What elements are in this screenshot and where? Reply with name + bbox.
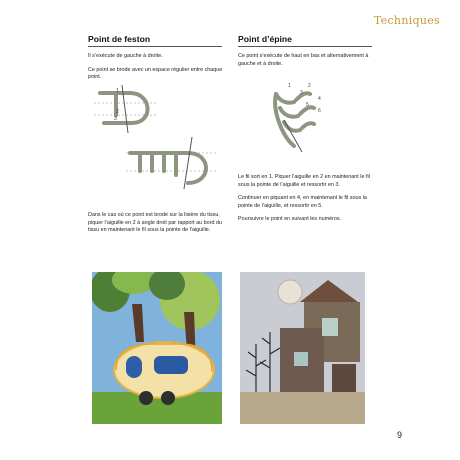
feston-paragraph-1: Il s’exécute de gauche à droite. — [88, 53, 163, 59]
caravan-quilt-photo — [92, 272, 222, 424]
epine-paragraph-3: Continuer en piquant en 4, en maintenant le fil sous la pointe de l’aiguille, et ressortir en 5. — [238, 195, 367, 209]
epine-label-3: 3 — [300, 90, 303, 96]
feston-stitch-illustration — [92, 85, 222, 195]
column-feston — [88, 34, 228, 82]
feston-label-2: 2 — [116, 109, 119, 115]
epine-paragraph-1: Ce point s’exécute de haut en bas et alternativement à gauche et à droite. — [238, 53, 369, 67]
column-epine — [238, 34, 381, 68]
feston-label-1: 1 — [116, 88, 119, 94]
epine-label-1: 1 — [288, 83, 291, 89]
epine-paragraph-4: Poursuivre le point en suivant les numéros. — [238, 216, 342, 223]
epine-label-4: 4 — [318, 96, 321, 102]
section-title-feston: Point de feston — [88, 34, 222, 47]
feston-paragraph-2: Ce point se brode avec un espace régulier entre chaque point. — [88, 66, 223, 81]
epine-instructions — [238, 168, 381, 224]
section-title-epine: Point d’épine — [238, 34, 372, 47]
epine-label-6: 6 — [318, 108, 321, 114]
page-number: 9 — [396, 430, 402, 440]
feston-label-3: 3 — [114, 116, 117, 122]
epine-label-5: 5 — [306, 102, 309, 108]
feston-paragraph-3: Dans le cas où ce point est brodé sur la lisière du tissu, piquer l’aiguille en 2 à angle droit par rapport au bord du tissu en maintenant le fil sous la pointe de l’aiguille. — [88, 212, 222, 234]
epine-paragraph-2: Le fil sort en 1. Piquer l’aiguille en 2 en maintenant le fil sous la pointe de l’aiguille et ressortir en 3. — [238, 174, 370, 188]
chapter-title: Techniques — [373, 14, 440, 27]
epine-label-2: 2 — [308, 83, 311, 89]
epine-stitch-illustration — [262, 80, 332, 155]
houses-quilt-photo — [240, 272, 365, 424]
